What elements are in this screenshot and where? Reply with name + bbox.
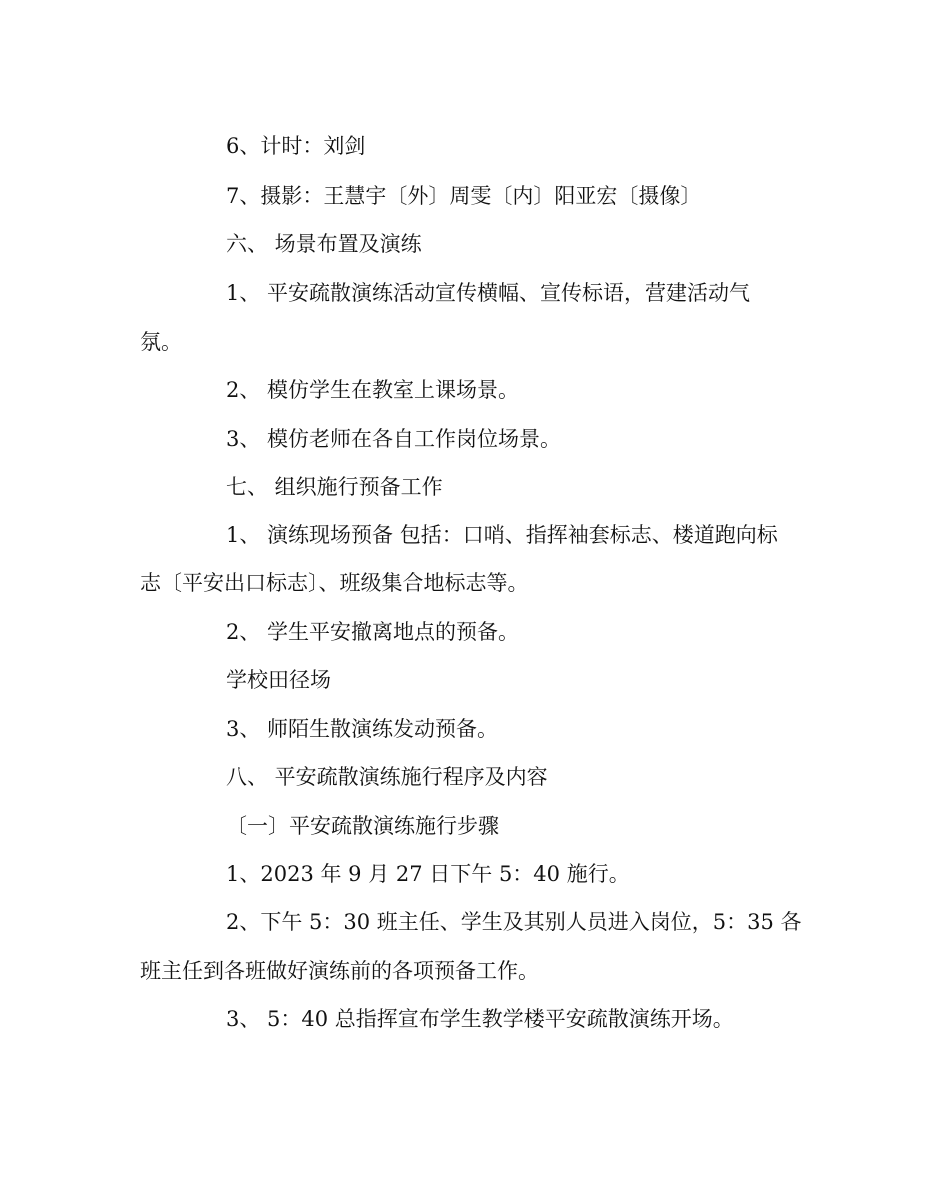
text-line: 1、2023 年 9 月 27 日下午 5：40 施行。 <box>226 862 630 886</box>
text-line: 3、 师陌生散演练发动预备。 <box>226 717 499 741</box>
text-line: 7、摄影：王慧宇〔外〕周雯〔内〕阳亚宏〔摄像〕 <box>226 184 702 208</box>
text-line: 2、 模仿学生在教室上课场景。 <box>226 378 520 402</box>
text-line: 2、下午 5：30 班主任、学生及其别人员进入岗位，5：35 各 <box>226 910 802 934</box>
text-line: 2、 学生平安撤离地点的预备。 <box>226 620 520 644</box>
text-line: 1、 平安疏散演练活动宣传横幅、宣传标语，营建活动气 <box>226 281 751 305</box>
text-line: 学校田径场 <box>226 668 331 692</box>
section-heading: 六、 场景布置及演练 <box>226 232 422 256</box>
text-line: 3、 5：40 总指挥宣布学生教学楼平安疏散演练开场。 <box>226 1007 734 1031</box>
text-line: 志〔平安出口标志〕、班级集合地标志等。 <box>140 571 529 595</box>
section-heading: 七、 组织施行预备工作 <box>226 475 443 499</box>
text-line: 氛。 <box>140 330 182 354</box>
text-line: 3、 模仿老师在各自工作岗位场景。 <box>226 427 562 451</box>
text-line: 1、 演练现场预备 包括：口哨、指挥袖套标志、楼道跑向标 <box>226 523 778 547</box>
text-line: 班主任到各班做好演练前的各项预备工作。 <box>140 959 539 983</box>
text-line: 6、计时：刘剑 <box>226 134 366 158</box>
section-heading: 八、 平安疏散演练施行程序及内容 <box>226 765 548 789</box>
subsection-heading: 〔一〕平安疏散演练施行步骤 <box>226 814 499 838</box>
